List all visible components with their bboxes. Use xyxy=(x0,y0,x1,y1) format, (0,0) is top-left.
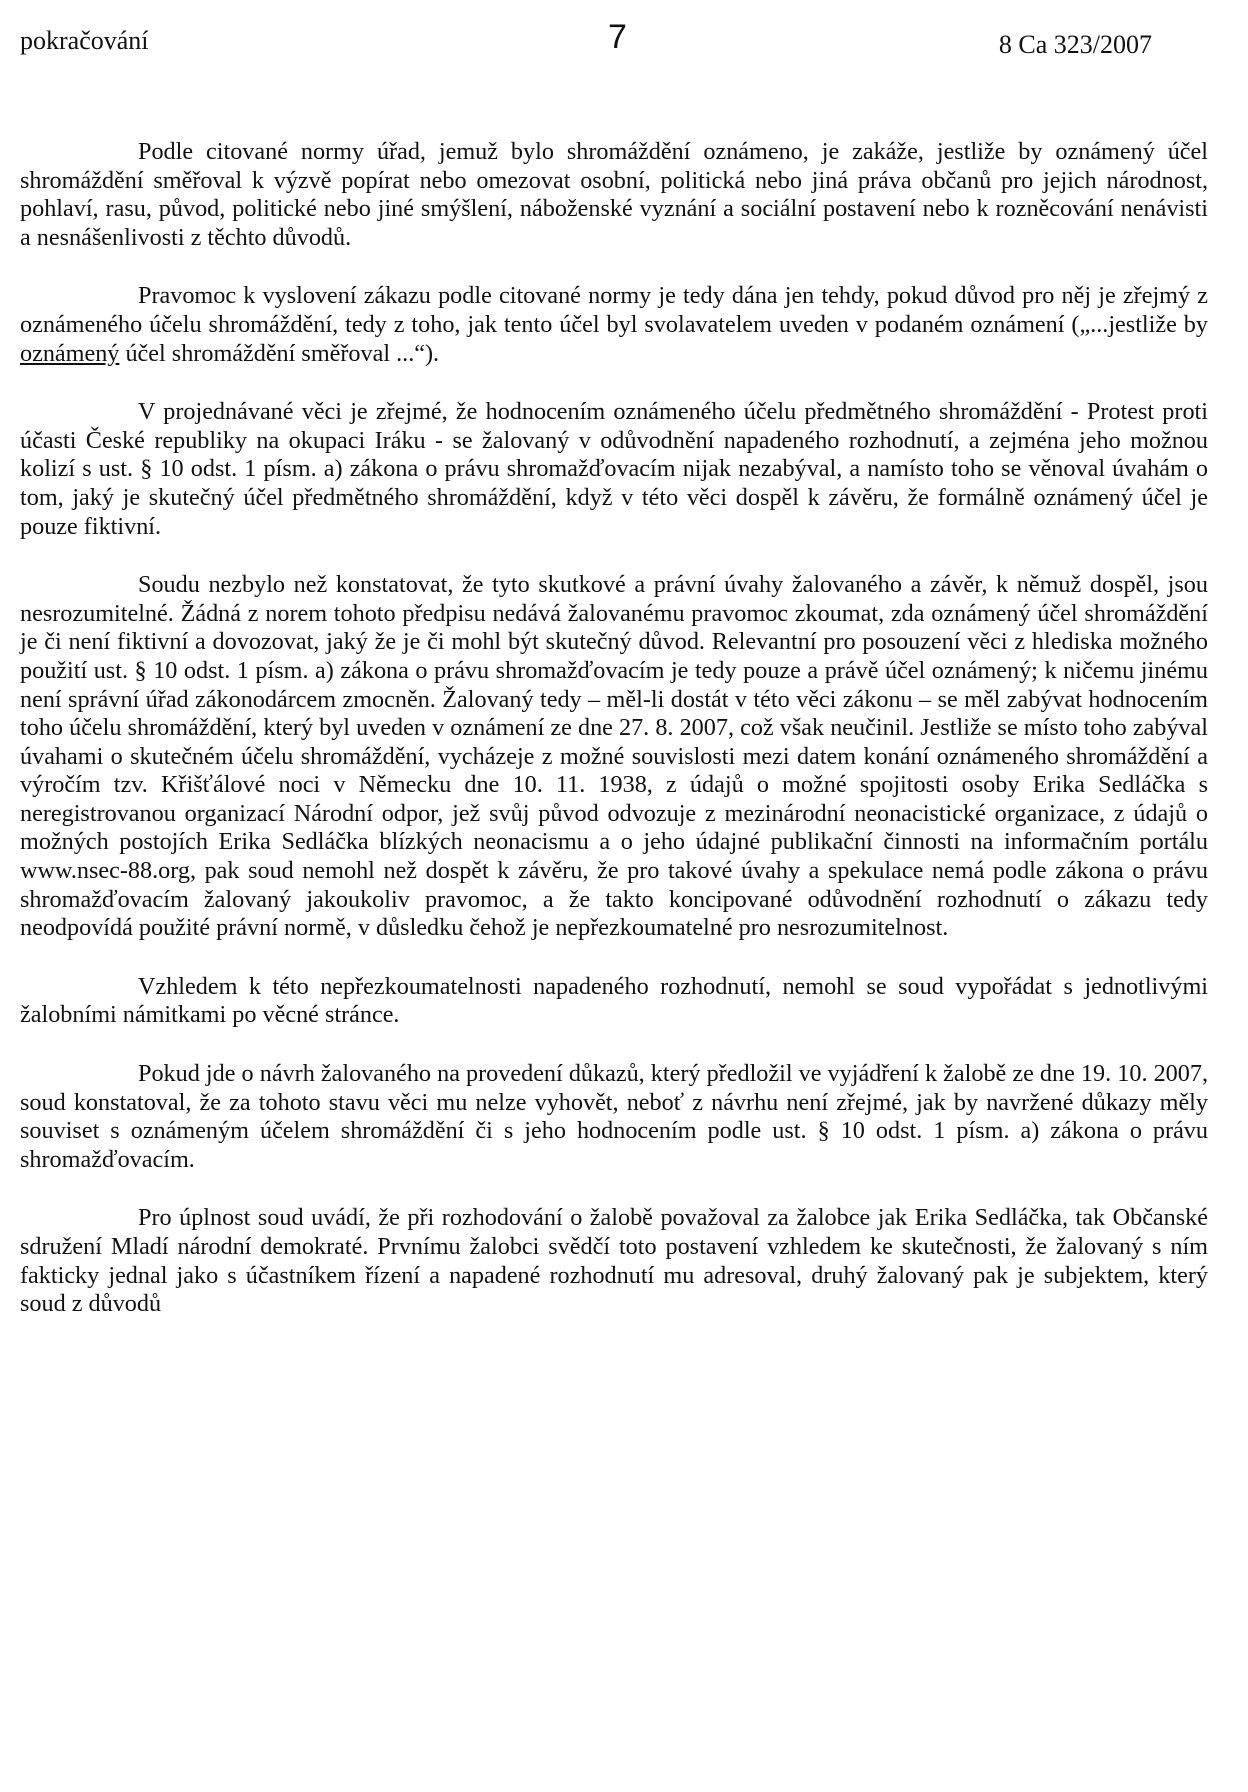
paragraph-5: Vzhledem k této nepřezkoumatelnosti napadeného rozhodnutí, nemohl se soud vypořádat s jednotlivými žalobními námitkami po věcné stránce. xyxy=(20,972,1208,1029)
paragraph-2-underlined-word: oznámený xyxy=(20,339,120,367)
page-number: 7 xyxy=(608,18,627,56)
document-body xyxy=(20,138,1208,1319)
paragraph-1: Podle citované normy úřad, jemuž bylo shromáždění oznámeno, je zakáže, jestliže by oznámený účel shromáždění směřoval k výzvě popírat nebo omezovat osobní, politická nebo jiná práva občanů pro jejich národnost, pohlaví, rasu, původ, politické nebo jiné smýšlení, náboženské vyznání a sociální postavení nebo k rozněcování nenávisti a nesnášenlivosti z těchto důvodů. xyxy=(20,138,1208,251)
paragraph-7: Pro úplnost soud uvádí, že při rozhodování o žalobě považoval za žalobce jak Erika Sedláčka, tak Občanské sdružení Mladí národní demokraté. Prvnímu žalobci svědčí toto postavení vzhledem ke skutečnosti, že žalovaný s ním fakticky jednal jako s účastníkem řízení a napadené rozhodnutí mu adresoval, druhý žalovaný pak je subjektem, který soud z důvodů xyxy=(20,1204,1208,1318)
paragraph-6: Pokud jde o návrh žalovaného na provedení důkazů, který předložil ve vyjádření k žalobě ze dne 19. 10. 2007, soud konstatoval, že za tohoto stavu věci mu nelze vyhovět, neboť z návrhu není zřejmé, jak by navržené důkazy měly souviset s oznámeným účelem shromáždění či s jeho hodnocením podle ust. § 10 odst. 1 písm. a) zákona o právu shromažďovacím. xyxy=(20,1060,1208,1173)
paragraph-2 xyxy=(20,282,1208,368)
case-number: 8 Ca 323/2007 xyxy=(998,30,1152,59)
paragraph-3: V projednávané věci je zřejmé, že hodnocením oznámeného účelu předmětného shromáždění - Protest proti účasti České republiky na okupaci Iráku - se žalovaný v odůvodnění napadeného rozhodnutí, a zejména jeho možnou kolizí s ust. § 10 odst. 1 písm. a) zákona o právu shromažďovacím nijak nezabýval, a namísto toho se věnoval úvahám o tom, jaký je skutečný účel předmětného shromáždění, když v této věci dospěl k závěru, že formálně oznámený účel je pouze fiktivní. xyxy=(20,398,1208,540)
paragraph-2-text-before: Pravomoc k vyslovení zákazu podle citované normy je tedy dána jen tehdy, pokud důvod pro něj je zřejmý z oznámeného účelu shromáždění, tedy z toho, jak tento účel byl svolavatelem uveden v podaném oznámení („...jestliže by xyxy=(20,282,1208,338)
paragraph-4: Soudu nezbylo než konstatovat, že tyto skutkové a právní úvahy žalovaného a závěr, k němuž dospěl, jsou nesrozumitelné. Žádná z norem tohoto předpisu nedává žalovanému pravomoc zkoumat, zda oznámený účel shromáždění je či není fiktivní a dovozovat, jaký že je či mohl být skutečný důvod. Relevantní pro posouzení věci z hlediska možného použití ust. § 10 odst. 1 písm. a) zákona o právu shromažďovacím je tedy pouze a právě účel oznámený; k ničemu jinému není správní úřad zákonodárcem zmocněn. Žalovaný tedy – měl-li dostát v této věci zákonu – se měl zabývat hodnocením toho účelu shromáždění, který byl uveden v oznámení ze dne 27. 8. 2007, což však neučinil. Jestliže se místo toho zabýval úvahami o skutečném účelu shromáždění, vycházeje z možné souvislosti mezi datem konání oznámeného shromáždění a výročím tzv. Křišťálové noci v Německu dne 10. 11. 1938, z údajů o možné spojitosti osoby Erika Sedláčka s neregistrovanou organizací Národní odpor, jež svůj původ odvozuje z mezinárodní neonacistické organizace, z údajů o možných postojích Erika Sedláčka blízkých neonacismu a o jeho údajné publikační činnosti na informačním portálu www.nsec-88.org, pak soud nemohl než dospět k závěru, že pro takové úvahy a spekulace nemá podle zákona o právu shromažďovacím žalovaný jakoukoliv pravomoc, a že takto koncipované odůvodnění rozhodnutí o zákazu tedy neodpovídá použité právní normě, v důsledku čehož je nepřezkoumatelné pro nesrozumitelnost. xyxy=(20,571,1208,942)
paragraph-2-text-after: účel shromáždění směřoval ...“). xyxy=(119,339,440,367)
page-header xyxy=(20,18,1208,70)
continuation-label: pokračování xyxy=(20,26,149,55)
